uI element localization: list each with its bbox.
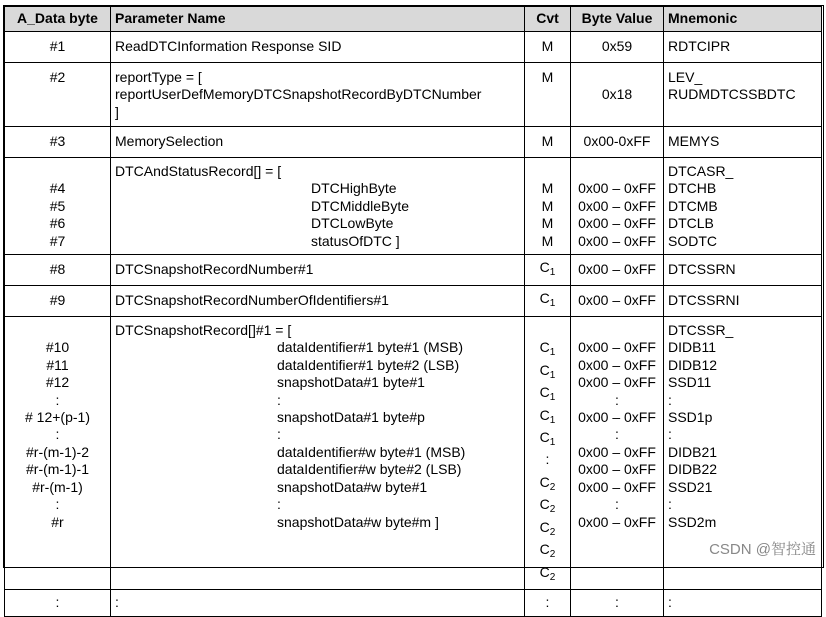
- cvt-subscript: 2: [549, 526, 556, 538]
- param-line: dataIdentifier#1 byte#2 (LSB): [277, 356, 460, 373]
- cell-a-byte: [5, 317, 111, 590]
- mnemonic-line: DIDB22: [668, 461, 718, 478]
- header-mnemonic: Mnemonic: [664, 7, 822, 32]
- cvt-line: [529, 519, 566, 541]
- param-line: DTCMiddleByte: [311, 197, 410, 214]
- record-head: DTCAndStatusRecord[] = [: [115, 163, 282, 179]
- a-byte-line: :: [55, 496, 60, 513]
- cvt-line: [529, 541, 566, 563]
- mnemonic-line: DTCHB: [668, 180, 717, 197]
- cell-a-byte: #9: [5, 286, 111, 317]
- a-byte-line: #r-(m-1): [32, 478, 83, 495]
- cell-cvt: [525, 158, 571, 255]
- cell-byte-value: [571, 158, 664, 255]
- a-byte-line: #7: [49, 232, 66, 249]
- mnemonic-head: DTCSSR_: [668, 322, 734, 339]
- mnemonic-line: SSD2m: [668, 513, 717, 530]
- cvt-letter: C: [539, 518, 550, 535]
- cvt-subscript: 2: [549, 549, 556, 561]
- byte-value-line: 0x00 – 0xFF: [578, 197, 656, 214]
- cvt-subscript: 2: [549, 481, 556, 493]
- cvt-letter: C: [539, 406, 550, 423]
- mnemonic-head: DTCASR_: [668, 163, 734, 179]
- cvt-letter: C: [539, 473, 550, 490]
- byte-value-line: 0x00 – 0xFF: [578, 232, 656, 249]
- param-line: dataIdentifier#w byte#2 (LSB): [277, 461, 462, 478]
- cvt-line: [529, 384, 566, 406]
- table-row-dtc-snapshot-record: [5, 317, 822, 590]
- table-row-continuation: [5, 589, 822, 616]
- cvt-line: [529, 362, 566, 384]
- table-row-dtc-status-record: [5, 158, 822, 255]
- mnemonic-line: DIDB11: [668, 339, 716, 356]
- cell-a-byte: #8: [5, 255, 111, 286]
- cvt-letter: C: [539, 541, 550, 558]
- mnemonic-line: DIDB12: [668, 356, 718, 373]
- byte-value-line: 0x00 – 0xFF: [578, 461, 656, 478]
- byte-value-line: 0x00 – 0xFF: [578, 374, 656, 391]
- param-line: DTCHighByte: [311, 180, 397, 197]
- a-byte-line: #10: [45, 339, 70, 356]
- param-line: statusOfDTC ]: [311, 232, 400, 249]
- cvt-line: [529, 451, 566, 473]
- cell-a-byte: [5, 158, 111, 255]
- a-byte-line: # 12+(p-1): [25, 409, 90, 426]
- a-byte-line: #5: [49, 197, 66, 214]
- cvt-letter: C: [539, 563, 550, 580]
- a-byte-line: #r-(m-1)-1: [26, 461, 89, 478]
- param-line: :: [277, 496, 281, 513]
- mnemonic-line: :: [668, 496, 672, 513]
- mnemonic-line: SSD1p: [668, 409, 713, 426]
- cvt-line: M: [541, 197, 554, 214]
- mnemonic-line: :: [668, 391, 672, 408]
- mnemonic-line: DTCMB: [668, 197, 718, 214]
- cvt-subscript: 1: [549, 266, 556, 278]
- byte-value-line: 0x00 – 0xFF: [578, 215, 656, 232]
- cvt-line: M: [541, 180, 554, 197]
- cell-mnemonic: [664, 63, 822, 127]
- cell-byte-value: :: [571, 589, 664, 616]
- cvt-subscript: 1: [549, 347, 556, 359]
- cell-parameter-name: :: [111, 589, 525, 616]
- cell-cvt: M: [525, 32, 571, 63]
- cell-cvt: M: [525, 63, 571, 127]
- a-byte-line: :: [55, 391, 60, 408]
- cell-parameter-name: ReadDTCInformation Response SID: [111, 32, 525, 63]
- cvt-letter: C: [539, 496, 550, 513]
- param-line: dataIdentifier#1 byte#1 (MSB): [277, 339, 463, 356]
- cell-a-byte: :: [5, 589, 111, 616]
- cvt-line: M: [541, 215, 554, 232]
- cell-mnemonic: :: [664, 589, 822, 616]
- a-byte-line: #6: [49, 215, 66, 232]
- cell-a-byte: #3: [5, 127, 111, 158]
- header-byte-value: Byte Value: [571, 7, 664, 32]
- cell-byte-value: 0x18: [571, 63, 664, 127]
- a-byte-line: #11: [46, 356, 69, 373]
- cvt-letter: :: [545, 451, 550, 468]
- cvt-letter: C: [539, 289, 550, 306]
- byte-value-line: 0x00 – 0xFF: [578, 356, 656, 373]
- cell-parameter-name: [111, 158, 525, 255]
- param-line: snapshotData#1 byte#1: [277, 374, 425, 391]
- header-parameter-name: Parameter Name: [111, 7, 525, 32]
- byte-value-line: :: [615, 391, 619, 408]
- table-row: [5, 63, 822, 127]
- cell-byte-value: [571, 317, 664, 590]
- cell-mnemonic: RDTCIPR: [664, 32, 822, 63]
- cvt-letter: C: [539, 339, 550, 356]
- cell-byte-value: 0x00-0xFF: [571, 127, 664, 158]
- byte-value-line: :: [615, 426, 619, 443]
- byte-value-line: 0x00 – 0xFF: [578, 180, 656, 197]
- a-byte-line: #r: [51, 513, 64, 530]
- header-a-data-byte: A_Data byte: [5, 7, 111, 32]
- cvt-subscript: 1: [549, 392, 556, 404]
- mnemonic-line: LEV_: [668, 69, 703, 85]
- watermark: CSDN @智控通: [709, 541, 816, 558]
- cvt-subscript: 1: [549, 437, 556, 449]
- param-line: reportType = [: [115, 69, 202, 85]
- table-row: [5, 255, 822, 286]
- param-line: snapshotData#1 byte#p: [277, 409, 425, 426]
- header-cvt: Cvt: [525, 7, 571, 32]
- cvt-line: [529, 496, 566, 518]
- cell-cvt: [525, 255, 571, 286]
- cvt-subscript: 1: [549, 369, 556, 381]
- cvt-line: M: [541, 232, 554, 249]
- mnemonic-line: RUDMDTCSSBDTC: [668, 86, 796, 103]
- cvt-subscript: 2: [549, 504, 556, 516]
- cell-parameter-name: MemorySelection: [111, 127, 525, 158]
- param-line: reportUserDefMemoryDTCSnapshotRecordByDTCNumber: [115, 86, 482, 103]
- cvt-subscript: 2: [549, 571, 556, 583]
- a-byte-line: #r-(m-1)-2: [26, 443, 89, 460]
- param-line: dataIdentifier#w byte#1 (MSB): [277, 443, 466, 460]
- param-line: DTCLowByte: [311, 215, 394, 232]
- byte-value-line: :: [615, 496, 619, 513]
- table-row: [5, 286, 822, 317]
- param-line: snapshotData#w byte#m ]: [277, 513, 439, 530]
- cell-mnemonic: [664, 158, 822, 255]
- table-row: [5, 32, 822, 63]
- cvt-letter: C: [539, 429, 550, 446]
- cvt-subscript: 1: [549, 297, 556, 309]
- cvt-letter: C: [539, 361, 550, 378]
- cell-cvt: M: [525, 127, 571, 158]
- cell-cvt: [525, 317, 571, 590]
- mnemonic-line: SSD11: [668, 374, 712, 391]
- cell-cvt: [525, 286, 571, 317]
- mnemonic-line: SSD21: [668, 478, 713, 495]
- mnemonic-line: DIDB21: [668, 443, 718, 460]
- cell-mnemonic: MEMYS: [664, 127, 822, 158]
- param-line: :: [277, 391, 281, 408]
- cell-parameter-name: DTCSnapshotRecordNumberOfIdentifiers#1: [111, 286, 525, 317]
- cvt-letter: C: [539, 384, 550, 401]
- a-byte-line: #4: [49, 180, 66, 197]
- byte-value-line: 0x00 – 0xFF: [578, 339, 656, 356]
- cell-mnemonic: DTCSSRNI: [664, 286, 822, 317]
- cvt-line: [529, 407, 566, 429]
- cvt-line: [529, 564, 566, 586]
- cell-a-byte: #2: [5, 63, 111, 127]
- byte-value-line: 0x00 – 0xFF: [578, 513, 656, 530]
- table-header-row: [5, 7, 822, 32]
- cvt-line: [529, 339, 566, 361]
- cvt-subscript: 1: [549, 414, 556, 426]
- param-line: snapshotData#w byte#1: [277, 478, 428, 495]
- mnemonic-line: SODTC: [668, 232, 717, 249]
- mnemonic-line: :: [668, 426, 672, 443]
- byte-value-line: 0x00 – 0xFF: [578, 478, 656, 495]
- cell-parameter-name: DTCSnapshotRecordNumber#1: [111, 255, 525, 286]
- param-line: :: [277, 426, 281, 443]
- cvt-line: [529, 429, 566, 451]
- cell-parameter-name: [111, 63, 525, 127]
- cell-mnemonic: DTCSSRN: [664, 255, 822, 286]
- cell-byte-value: 0x59: [571, 32, 664, 63]
- cell-byte-value: 0x00 – 0xFF: [571, 286, 664, 317]
- cell-a-byte: #1: [5, 32, 111, 63]
- a-byte-line: #12: [45, 374, 70, 391]
- record-head: DTCSnapshotRecord[]#1 = [: [115, 322, 292, 339]
- table-row: [5, 127, 822, 158]
- param-line: ]: [115, 103, 119, 120]
- cvt-line: [529, 474, 566, 496]
- byte-value-line: 0x00 – 0xFF: [578, 443, 656, 460]
- cell-cvt: :: [525, 589, 571, 616]
- response-message-table: [4, 6, 822, 617]
- a-byte-line: :: [55, 426, 60, 443]
- byte-value-line: 0x00 – 0xFF: [578, 409, 656, 426]
- mnemonic-line: DTCLB: [668, 215, 714, 232]
- cell-byte-value: 0x00 – 0xFF: [571, 255, 664, 286]
- cell-parameter-name: [111, 317, 525, 590]
- cvt-letter: C: [539, 258, 550, 275]
